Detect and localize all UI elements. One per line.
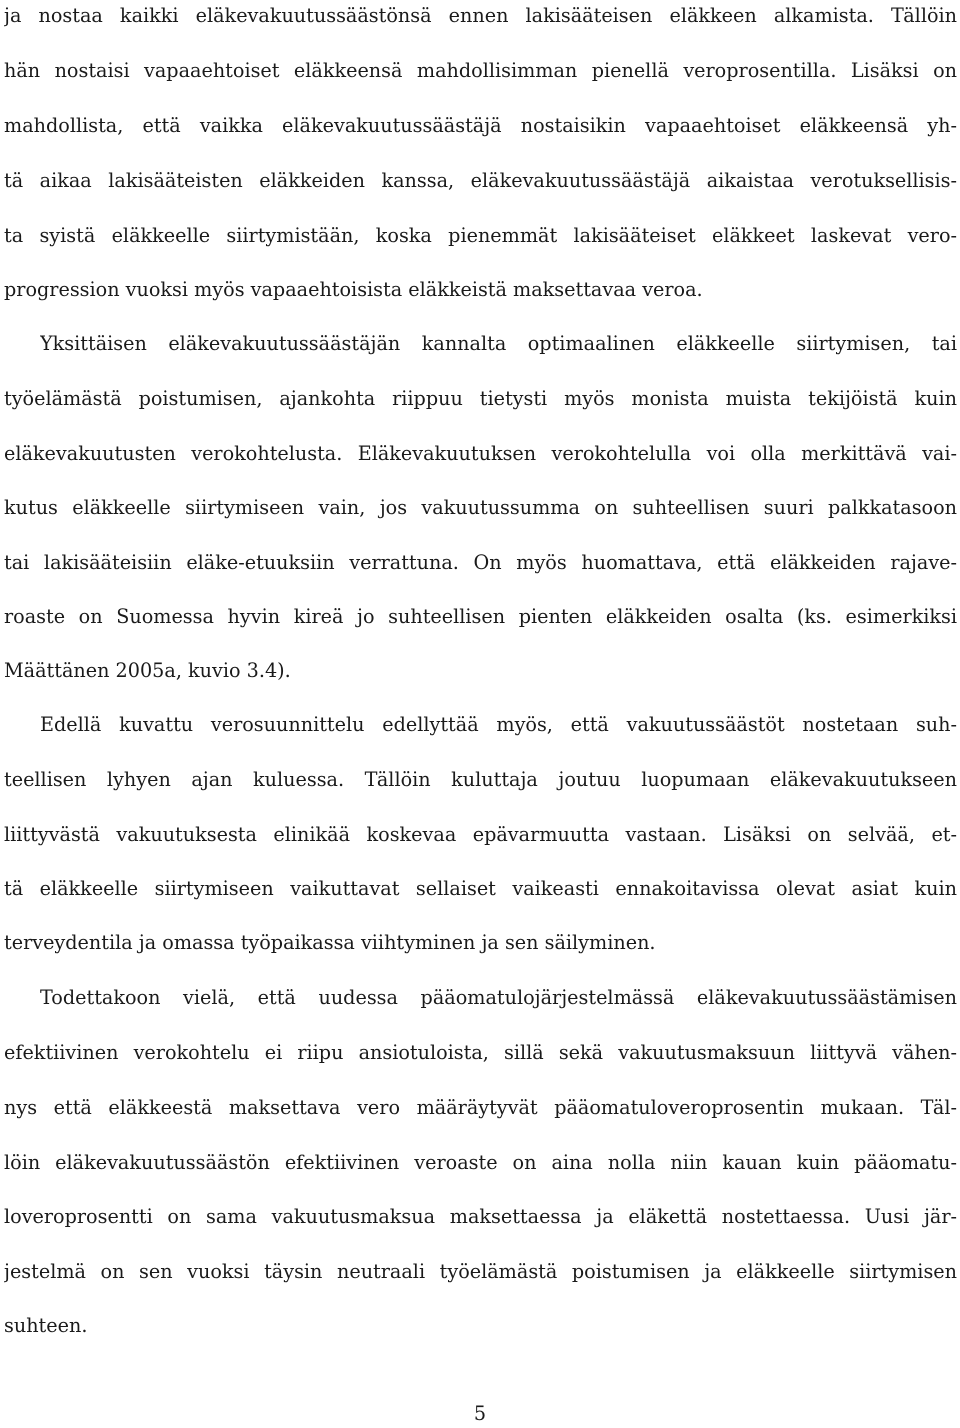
paragraph-line: tä aikaa lakisääteisten eläkkeiden kanssa, eläkevakuutussäästäjä aikaistaa verotuksellisis- bbox=[4, 169, 957, 192]
paragraph-line: terveydentila ja omassa työpaikassa viihtyminen ja sen säilyminen. bbox=[4, 931, 656, 954]
paragraph-line: Yksittäisen eläkevakuutussäästäjän kannalta optimaalinen eläkkeelle siirtymisen, tai bbox=[40, 332, 957, 355]
paragraph-line: tai lakisääteisiin eläke-etuuksiin verrattuna. On myös huomattava, että eläkkeiden rajave- bbox=[4, 551, 957, 574]
paragraph-line: eläkevakuutusten verokohtelusta. Eläkevakuutuksen verokohtelulla voi olla merkittävä vai- bbox=[4, 442, 957, 465]
paragraph-line: loveroprosentti on sama vakuutusmaksua maksettaessa ja eläkettä nostettaessa. Uusi jär- bbox=[4, 1205, 957, 1228]
paragraph-line: teellisen lyhyen ajan kuluessa. Tällöin kuluttaja joutuu luopumaan eläkevakuutukseen bbox=[4, 768, 957, 791]
paragraph-line: Määttänen 2005a, kuvio 3.4). bbox=[4, 659, 291, 682]
paragraph-line: Edellä kuvattu verosuunnittelu edellyttää myös, että vakuutussäästöt nostetaan suh- bbox=[40, 713, 957, 736]
paragraph-line: Todettakoon vielä, että uudessa pääomatulojärjestelmässä eläkevakuutussäästämisen bbox=[40, 986, 957, 1009]
paragraph-line: progression vuoksi myös vapaaehtoisista eläkkeistä maksettavaa veroa. bbox=[4, 278, 703, 301]
paragraph-line: ja nostaa kaikki eläkevakuutussäästönsä ennen lakisääteisen eläkkeen alkamista. Tällöin bbox=[4, 4, 957, 27]
paragraph-line: liittyvästä vakuutuksesta elinikää koskevaa epävarmuutta vastaan. Lisäksi on selvää, et- bbox=[4, 823, 957, 846]
paragraph-line: työelämästä poistumisen, ajankohta riippuu tietysti myös monista muista tekijöistä kuin bbox=[4, 387, 957, 410]
paragraph-line: efektiivinen verokohtelu ei riipu ansiotuloista, sillä sekä vakuutusmaksuun liittyvä vähen- bbox=[4, 1041, 957, 1064]
page-number: 5 bbox=[473, 1402, 487, 1425]
paragraph-line: jestelmä on sen vuoksi täysin neutraali työelämästä poistumisen ja eläkkeelle siirtymisen bbox=[4, 1260, 957, 1283]
paragraph-line: hän nostaisi vapaaehtoiset eläkkeensä mahdollisimman pienellä veroprosentilla. Lisäksi on bbox=[4, 59, 957, 82]
paragraph-line: suhteen. bbox=[4, 1314, 88, 1337]
paragraph-line: kutus eläkkeelle siirtymiseen vain, jos vakuutussumma on suhteellisen suuri palkkatasoon bbox=[4, 496, 957, 519]
paragraph-line: ta syistä eläkkeelle siirtymistään, koska pienemmät lakisääteiset eläkkeet laskevat vero- bbox=[4, 224, 957, 247]
paragraph-line: mahdollista, että vaikka eläkevakuutussäästäjä nostaisikin vapaaehtoiset eläkkeensä yh- bbox=[4, 114, 957, 137]
paragraph-line: roaste on Suomessa hyvin kireä jo suhteellisen pienten eläkkeiden osalta (ks. esimerkiksi bbox=[4, 605, 957, 628]
paragraph-line: löin eläkevakuutussäästön efektiivinen veroaste on aina nolla niin kauan kuin pääomatu- bbox=[4, 1151, 957, 1174]
paragraph-line: tä eläkkeelle siirtymiseen vaikuttavat sellaiset vaikeasti ennakoitavissa olevat asiat kuin bbox=[4, 877, 957, 900]
paragraph-line: nys että eläkkeestä maksettava vero määräytyvät pääomatuloveroprosentin mukaan. Täl- bbox=[4, 1096, 957, 1119]
